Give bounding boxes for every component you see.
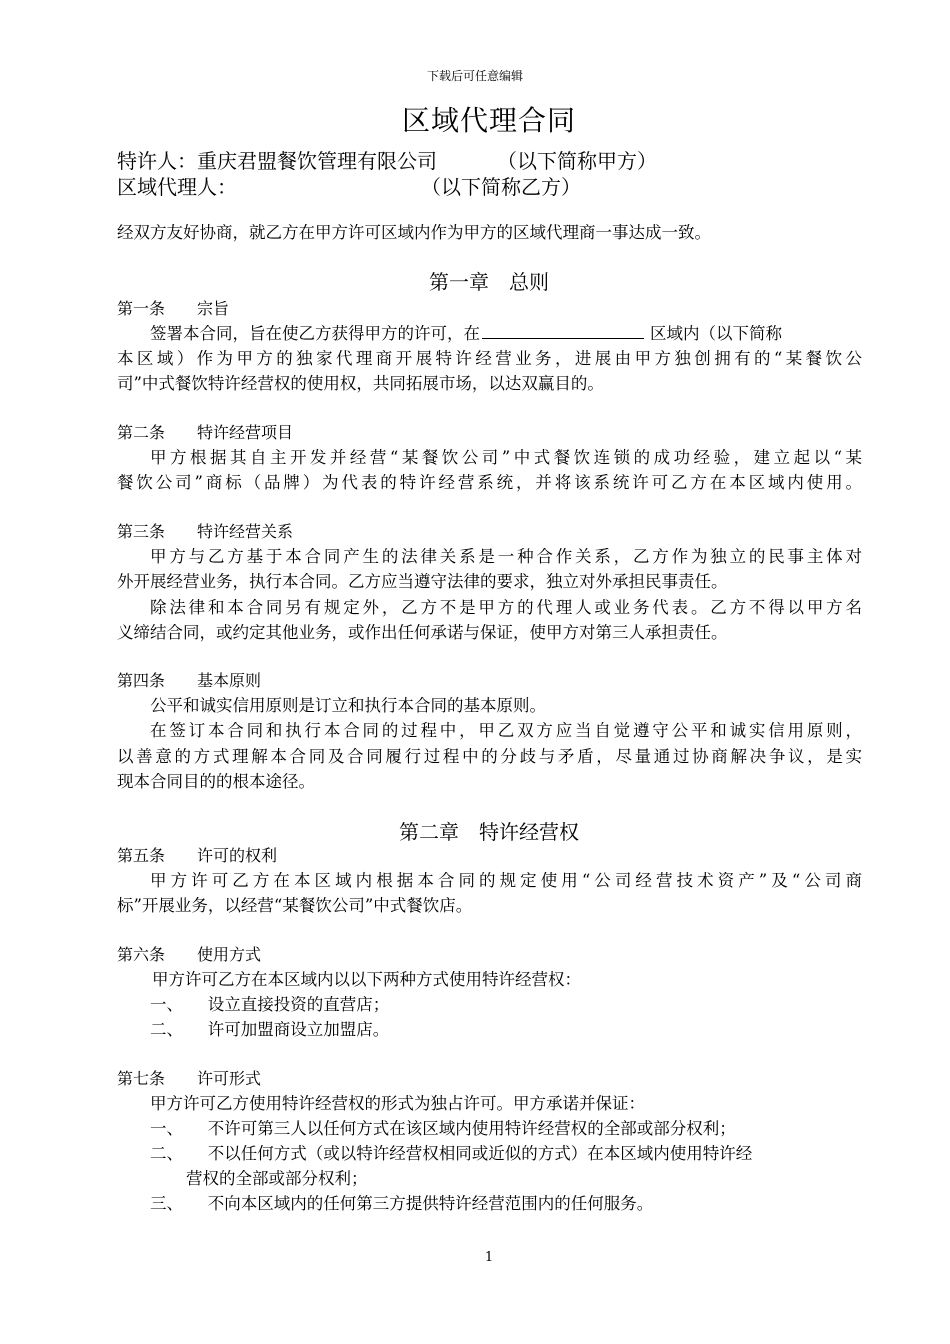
agent-line <box>117 171 581 200</box>
intro-text: 经双方友好协商，就乙方在甲方许可区域内作为甲方的区域代理商一事达成一致。 <box>117 223 711 242</box>
article-5-heading: 第五条 许可的权利 <box>117 846 278 865</box>
article-2-heading: 第二条 特许经营项目 <box>117 423 294 442</box>
article-2-line-2: 餐饮公司”商标（品牌）为代表的特许经营系统，并将该系统许可乙方在本区域内使用。 <box>117 473 862 492</box>
article-7-item-2: 二、 不以任何方式（或以特许经营权相同或近似的方式）在本区域内使用特许经 <box>150 1144 753 1163</box>
article-7-heading: 第七条 许可形式 <box>117 1069 262 1088</box>
article-4-heading: 第四条 基本原则 <box>117 671 262 690</box>
franchisor-name: 特许人：重庆君盟餐饮管理有限公司 <box>117 149 437 173</box>
article-6-heading: 第六条 使用方式 <box>117 945 262 964</box>
article-6-item-2: 二、 许可加盟商设立加盟店。 <box>150 1020 390 1039</box>
franchisor-line <box>117 145 657 174</box>
page-number: 1 <box>484 1250 494 1265</box>
article-1-line-2: 本区域）作为甲方的独家代理商开展特许经营业务，进展由甲方独创拥有的“某餐饮公 <box>117 349 862 368</box>
article-1-line-1 <box>150 320 862 344</box>
article-4-line-3: 以善意的方式理解本合同及合同履行过程中的分歧与矛盾，尽量通过协商解决争议，是实 <box>117 747 862 766</box>
article-6-line-1: 甲方许可乙方在本区域内以以下两种方式使用特许经营权： <box>152 970 581 989</box>
article-1-text-b: 区域内（以下简称 <box>650 324 782 343</box>
agent-note: （以下简称乙方） <box>421 175 581 199</box>
article-3-line-1: 甲方与乙方基于本合同产生的法律关系是一种合作关系，乙方作为独立的民事主体对 <box>150 547 862 566</box>
article-7-line-1: 甲方许可乙方使用特许经营权的形式为独占许可。甲方承诺并保证： <box>150 1094 645 1113</box>
article-7-item-1: 一、 不许可第三人以任何方式在该区域内使用特许经营权的全部或部分权利； <box>150 1119 736 1138</box>
article-4-line-4: 现本合同目的的根本途径。 <box>117 772 315 791</box>
article-7-item-3: 三、 不向本区域内的任何第三方提供特许经营范围内的任何服务。 <box>150 1194 654 1213</box>
article-1-line-3: 司”中式餐饮特许经营权的使用权，共同拓展市场，以达双赢目的。 <box>117 374 604 393</box>
header-note: 下载后可任意编辑 <box>426 69 523 83</box>
article-3-line-4: 义缔结合同，或约定其他业务，或作出任何承诺与保证，使甲方对第三人承担责任。 <box>117 623 728 642</box>
region-blank[interactable] <box>482 322 644 339</box>
chapter-1-title: 第一章 总则 <box>429 270 549 294</box>
article-5-line-1: 甲方许可乙方在本区域内根据本合同的规定使用“公司经营技术资产”及“公司商 <box>150 871 862 890</box>
article-5-line-2: 标”开展业务，以经营“某餐饮公司”中式餐饮店。 <box>117 896 473 915</box>
franchisor-note: （以下简称甲方） <box>497 149 657 173</box>
article-1-heading: 第一条 宗旨 <box>117 299 230 318</box>
article-1-text-a: 签署本合同，旨在使乙方获得甲方的许可，在 <box>150 324 480 343</box>
article-3-line-2: 外开展经营业务，执行本合同。乙方应当遵守法律的要求，独立对外承担民事责任。 <box>117 572 728 591</box>
article-3-heading: 第三条 特许经营关系 <box>117 522 294 541</box>
article-3-line-3: 除法律和本合同另有规定外，乙方不是甲方的代理人或业务代表。乙方不得以甲方名 <box>150 598 862 617</box>
article-4-line-2: 在签订本合同和执行本合同的过程中，甲乙双方应当自觉遵守公平和诚实信用原则， <box>150 721 862 740</box>
article-4-line-1: 公平和诚实信用原则是订立和执行本合同的基本原则。 <box>150 696 546 715</box>
article-7-item-2-cont: 营权的全部或部分权利； <box>186 1169 368 1188</box>
page-title: 区域代理合同 <box>401 104 576 137</box>
agent-name: 区域代理人： <box>117 175 237 199</box>
article-6-item-1: 一、 设立直接投资的直营店； <box>150 995 390 1014</box>
chapter-2-title: 第二章 特许经营权 <box>399 820 579 844</box>
article-2-line-1: 甲方根据其自主开发并经营“某餐饮公司”中式餐饮连锁的成功经验，建立起以“某 <box>150 448 862 467</box>
